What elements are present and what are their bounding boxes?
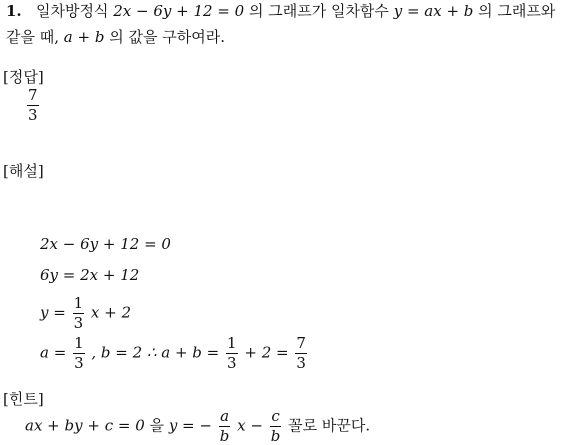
step4-result-numerator: 7 <box>296 334 306 352</box>
answer-fraction <box>25 88 41 123</box>
hint-line <box>25 409 370 444</box>
solution-step-2: 6y = 2x + 12 <box>40 266 140 284</box>
step3-denominator: 3 <box>73 314 84 332</box>
hint-text: 을 <box>149 416 165 435</box>
step4-mid: , b = 2 ∴ a + b = <box>91 343 220 362</box>
step4-sum-numerator: 1 <box>227 334 237 352</box>
hint-mid: x − <box>237 416 263 435</box>
question-line-1 <box>6 4 555 19</box>
hint-fraction-1-denominator: b <box>219 427 230 445</box>
step4-plus: + 2 = <box>244 343 289 362</box>
step4-a-numerator: 1 <box>74 334 84 352</box>
question-text: 일차방정식 <box>35 2 109 20</box>
question-function: y = ax + b <box>393 2 474 20</box>
step3-numerator: 1 <box>73 294 84 312</box>
step3-lhs: y = <box>40 303 66 322</box>
question-text: 의 그래프와 <box>478 2 556 20</box>
question-text: 의 그래프가 일차함수 <box>248 2 389 20</box>
solution-step-1: 2x − 6y + 12 = 0 <box>40 235 171 253</box>
hint-text: 꼴로 바꾼다. <box>288 416 371 435</box>
question-equation: 2x − 6y + 12 = 0 <box>113 2 245 20</box>
step4-result-denominator: 3 <box>296 354 306 372</box>
hint-fraction-2-denominator: b <box>270 427 281 445</box>
question-line-2 <box>6 30 225 45</box>
question-text: 의 값을 구하여라. <box>109 28 225 46</box>
solution-step-3 <box>40 296 131 331</box>
step4-a-denominator: 3 <box>74 354 84 372</box>
question-text: 같을 때, <box>6 28 60 46</box>
hint-lhs: y = − <box>168 416 212 435</box>
question-number: 1. <box>6 2 22 20</box>
answer-denominator: 3 <box>28 106 38 124</box>
solution-step-4 <box>40 336 309 371</box>
step3-rest: x + 2 <box>90 303 132 322</box>
solution-label: [해설] <box>3 162 44 180</box>
answer-label: [정답] <box>3 68 44 86</box>
answer-numerator: 7 <box>28 86 38 104</box>
hint-fraction-2-numerator: c <box>271 407 280 425</box>
hint-expression: ax + by + c = 0 <box>25 416 145 435</box>
hint-fraction-1-numerator: a <box>220 407 230 425</box>
step4-sum-denominator: 3 <box>227 354 237 372</box>
hint-label: [힌트] <box>3 390 44 408</box>
step4-a-lhs: a = <box>40 343 67 362</box>
question-expression: a + b <box>63 28 105 46</box>
